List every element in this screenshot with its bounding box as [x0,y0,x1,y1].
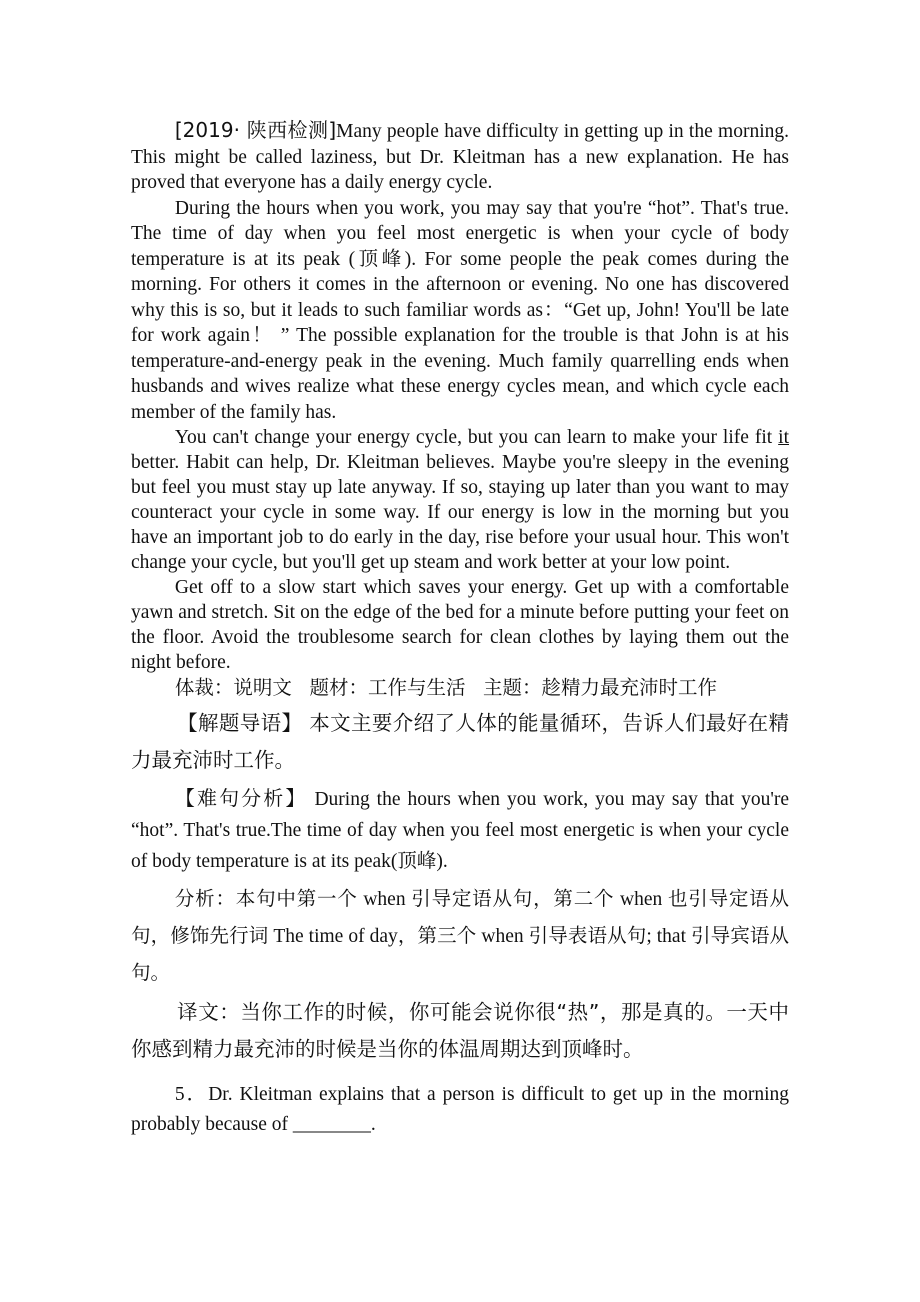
question-number: 5． [174,1084,209,1105]
paragraph-1-text: Many people have difficulty in getting up in the morning. This might be called laziness, but Dr. Kleitman has a new explanation. He has proved that everyone has a daily energy cycle. [131,121,790,193]
theme-label: 主题：趁精力最充沛时工作 [483,678,718,699]
question-5 [131,1080,789,1140]
paragraph-1 [131,118,789,196]
topic-label: 题材：工作与生活 [309,678,466,699]
genre-label: 体裁：说明文 [174,678,292,699]
difficult-sentence-label: 【难句分析】 [174,786,308,810]
paragraph-2: During the hours when you work, you may say that you're “hot”. That's true. The time of day when you feel most energetic is when your cycle of body temperature is at its peak (顶峰). For some people the peak comes during the morning. For others it comes in the afternoon or evening. No one has discovered why this is so, but it leads to such familiar words as：“Get up, John! You'll be late for work again！ ” The possible explanation for the trouble is that John is at his temperature-and-energy peak in the evening. Much family quarrelling ends when husbands and wives realize what these energy cycles mean, and which cycle each member of the family has. [131,197,789,423]
underlined-word-it: it [778,427,789,448]
paragraph-3-text-b: better. Habit can help, Dr. Kleitman believes. Maybe you're sleepy in the evening but feel you must stay up late anyway. If so, staying up later than you want to may counteract your cycle in some way. If our energy is low in the morning but you have an important job to do early in the day, rise before your usual hour. This won't change your cycle, but you'll get up steam and work better at your low point. [131,452,789,573]
paragraph-3-text-a: You can't change your energy cycle, but you can learn to make your life fit [174,427,779,448]
guide-paragraph: 【解题导语】 本文主要介绍了人体的能量循环，告诉人们最好在精力最充沛时工作。 [131,711,789,772]
difficult-sentence-text: During the hours when you work, you may say that you're “hot”. That's true.The time of day when you feel most energetic is when your cycle of body temperature is at its peak(顶峰). [131,789,790,872]
question-text: Dr. Kleitman explains that a person is difficult to get up in the morning probably because of ________. [131,1084,789,1135]
translation-paragraph: 译文：当你工作的时候，你可能会说你很“热”，那是真的。一天中你感到精力最充沛的时候是当你的体温周期达到顶峰时。 [131,1000,789,1061]
source-tag: [2019· 陕西检测] [174,118,337,142]
paragraph-3 [131,425,789,575]
analysis-paragraph: 分析：本句中第一个 when 引导定语从句，第二个 when 也引导定语从句，修饰先行词 The time of day，第三个 when 引导表语从句; that 引导宾语从句。 [131,889,789,984]
genre-line [131,675,789,703]
paragraph-4: Get off to a slow start which saves your energy. Get up with a comfortable yawn and stretch. Sit on the edge of the bed for a minute before putting your feet on the floor. Avoid the troublesome search for clean clothes by laying them out the night before. [131,577,789,673]
document-page [131,118,789,1140]
difficult-sentence-paragraph [131,783,789,877]
